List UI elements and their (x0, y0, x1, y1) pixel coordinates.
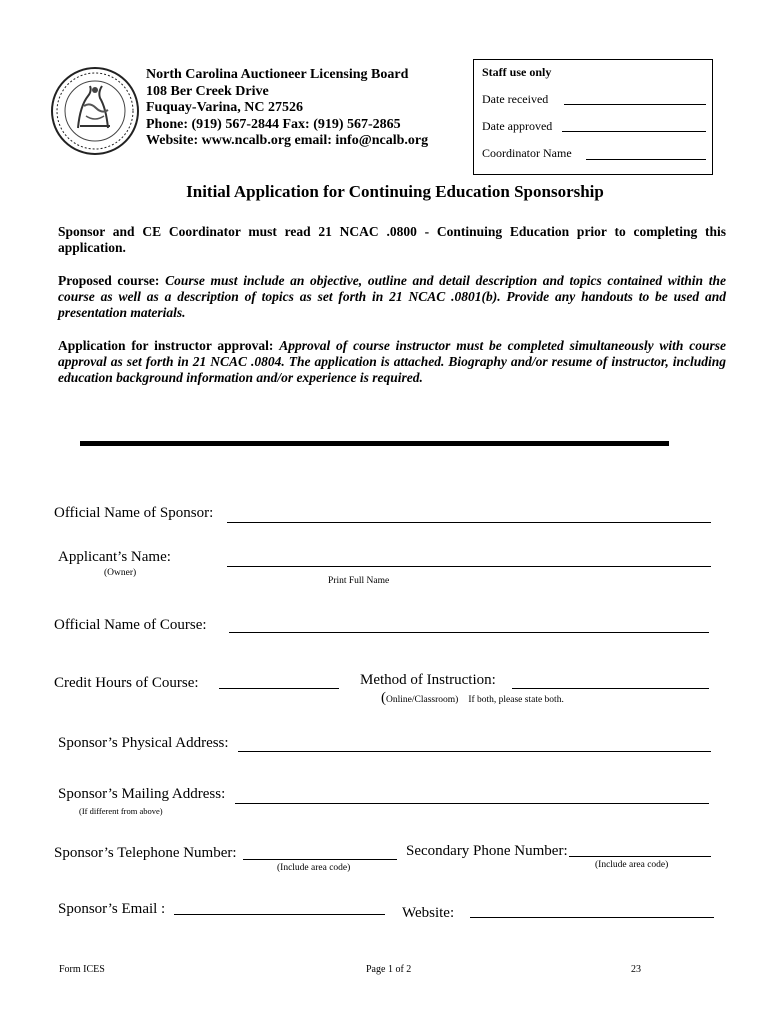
print-full-name-note: Print Full Name (328, 576, 390, 586)
date-received-line[interactable] (564, 104, 706, 105)
physical-address-field[interactable] (238, 751, 711, 752)
board-address-line1: 108 Ber Creek Drive (146, 83, 269, 99)
board-web: Website: www.ncalb.org email: info@ncalb.org (146, 133, 429, 148)
credit-hours-field[interactable] (219, 688, 339, 689)
telephone-field[interactable] (243, 859, 397, 860)
email-label: Sponsor’s Email : (58, 901, 166, 917)
proposed-course-label: Proposed course: (58, 273, 160, 288)
staff-use-box (473, 59, 713, 175)
footer-form-id: Form ICES (59, 964, 105, 975)
course-name-field[interactable] (229, 632, 709, 633)
telephone-note: (Include area code) (277, 863, 351, 873)
owner-note: (Owner) (104, 568, 137, 578)
board-address-line2: Fuquay-Varina, NC 27526 (146, 100, 304, 115)
instructor-approval-label: Application for instructor approval: (58, 338, 274, 353)
secondary-phone-label: Secondary Phone Number: (406, 843, 568, 859)
website-field[interactable] (470, 917, 714, 918)
date-approved-line[interactable] (562, 131, 706, 132)
method-note (381, 689, 564, 707)
footer-doc-number: 23 (631, 964, 641, 975)
course-name-label: Official Name of Course: (54, 617, 207, 633)
secondary-phone-field[interactable] (569, 856, 711, 857)
proposed-course-text: Course must include an objective, outline and detail description and topics contained within the course as well as a description of topics as set forth in 21 NCAC .0801(b). Provide any handouts to be used and presentation materials. (58, 273, 726, 320)
method-note-both: If both, please state both. (468, 695, 564, 705)
sponsor-name-label: Official Name of Sponsor: (54, 505, 214, 521)
board-name: North Carolina Auctioneer Licensing Board (146, 67, 409, 82)
footer-page-number: Page 1 of 2 (366, 964, 412, 975)
mailing-address-note: (If different from above) (79, 806, 163, 816)
page-title: Initial Application for Continuing Education Sponsorship (186, 182, 604, 201)
coordinator-name-label: Coordinator Name (482, 146, 572, 160)
coordinator-name-line[interactable] (586, 159, 706, 160)
staff-use-title: Staff use only (482, 65, 552, 79)
method-note-paren: ( (381, 690, 386, 706)
instructor-approval-paragraph (58, 338, 726, 386)
applicant-name-label: Applicant’s Name: (58, 549, 171, 565)
physical-address-label: Sponsor’s Physical Address: (58, 735, 229, 751)
telephone-label: Sponsor’s Telephone Number: (54, 845, 237, 861)
credit-hours-label: Credit Hours of Course: (54, 675, 199, 691)
mailing-address-label: Sponsor’s Mailing Address: (58, 786, 226, 802)
board-phone: Phone: (919) 567-2844 Fax: (919) 567-2865 (146, 116, 401, 132)
sponsor-name-field[interactable] (227, 522, 711, 523)
mailing-address-field[interactable] (235, 803, 709, 804)
section-divider (80, 441, 669, 446)
proposed-course-paragraph (58, 273, 726, 321)
method-note-options: Online/Classroom) (386, 695, 459, 705)
website-label: Website: (402, 905, 455, 921)
applicant-name-field[interactable] (227, 566, 711, 567)
intro-paragraph: Sponsor and CE Coordinator must read 21 NCAC .0800 - Continuing Education prior to completing this application. (58, 224, 726, 255)
state-seal-icon (50, 66, 140, 156)
board-header (146, 67, 428, 150)
instructor-approval-text: Approval of course instructor must be completed simultaneously with course approval as set forth in 21 NCAC .0804. The application is attached. Biography and/or resume of instructor, including education background information and/or experience is required. (58, 338, 726, 385)
email-field[interactable] (174, 914, 385, 915)
secondary-phone-note: (Include area code) (595, 860, 669, 870)
method-label: Method of Instruction: (360, 672, 496, 688)
date-approved-label: Date approved (482, 119, 553, 133)
date-received-label: Date received (482, 92, 549, 106)
